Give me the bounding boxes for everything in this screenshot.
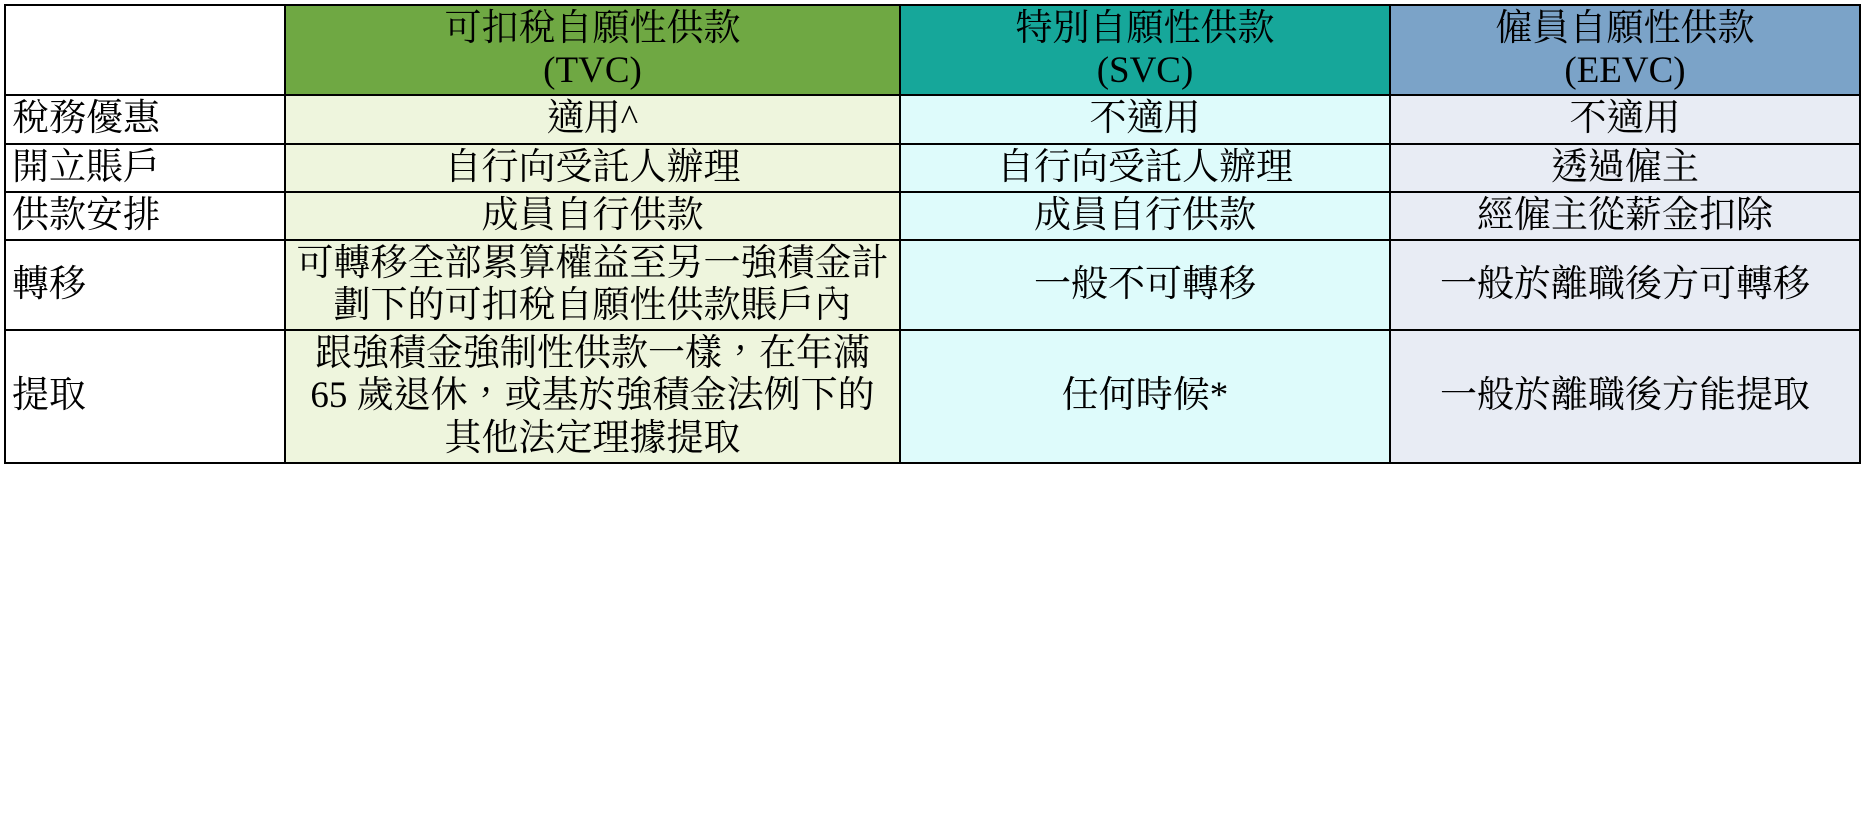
header-svc-title: 特別自願性供款 <box>1015 8 1275 49</box>
cell-tvc-tax-benefit: 適用^ <box>285 95 900 143</box>
table-row <box>5 144 1860 192</box>
cell-eevc-open-account: 透過僱主 <box>1390 144 1860 192</box>
header-eevc-abbr: (EEVC) <box>1564 50 1686 92</box>
cell-tvc-transfer: 可轉移全部累算權益至另一強積金計劃下的可扣稅自願性供款賬戶內 <box>285 240 900 330</box>
cell-tvc-open-account: 自行向受託人辦理 <box>285 144 900 192</box>
cell-svc-tax-benefit: 不適用 <box>900 95 1390 143</box>
cell-svc-transfer: 一般不可轉移 <box>900 240 1390 330</box>
cell-eevc-withdrawal: 一般於離職後方能提取 <box>1390 330 1860 463</box>
header-tvc-abbr: (TVC) <box>543 50 642 92</box>
header-tvc-title: 可扣稅自願性供款 <box>444 8 741 49</box>
cell-tvc-withdrawal: 跟強積金強制性供款一樣，在年滿 65 歲退休，或基於強積金法例下的其他法定理據提取 <box>285 330 900 463</box>
comparison-table-page <box>0 4 1862 833</box>
table-row <box>5 95 1860 143</box>
row-label-contribution-arrangement: 供款安排 <box>5 192 285 240</box>
row-label-transfer: 轉移 <box>5 240 285 330</box>
cell-svc-open-account: 自行向受託人辦理 <box>900 144 1390 192</box>
table-row <box>5 240 1860 330</box>
header-cell-svc <box>900 5 1390 95</box>
row-label-tax-benefit: 稅務優惠 <box>5 95 285 143</box>
header-eevc-title: 僱員自願性供款 <box>1495 8 1755 49</box>
header-cell-tvc <box>285 5 900 95</box>
header-cell-blank <box>5 5 285 95</box>
header-svc-abbr: (SVC) <box>1096 50 1194 92</box>
row-label-open-account: 開立賬戶 <box>5 144 285 192</box>
cell-eevc-tax-benefit: 不適用 <box>1390 95 1860 143</box>
table-row <box>5 192 1860 240</box>
table-header-row <box>5 5 1860 95</box>
header-cell-eevc <box>1390 5 1860 95</box>
cell-tvc-contribution-arrangement: 成員自行供款 <box>285 192 900 240</box>
cell-eevc-contribution-arrangement: 經僱主從薪金扣除 <box>1390 192 1860 240</box>
cell-svc-withdrawal: 任何時候* <box>900 330 1390 463</box>
cell-svc-contribution-arrangement: 成員自行供款 <box>900 192 1390 240</box>
row-label-withdrawal: 提取 <box>5 330 285 463</box>
table-row <box>5 330 1860 463</box>
cell-eevc-transfer: 一般於離職後方可轉移 <box>1390 240 1860 330</box>
contribution-types-comparison-table <box>4 4 1861 464</box>
